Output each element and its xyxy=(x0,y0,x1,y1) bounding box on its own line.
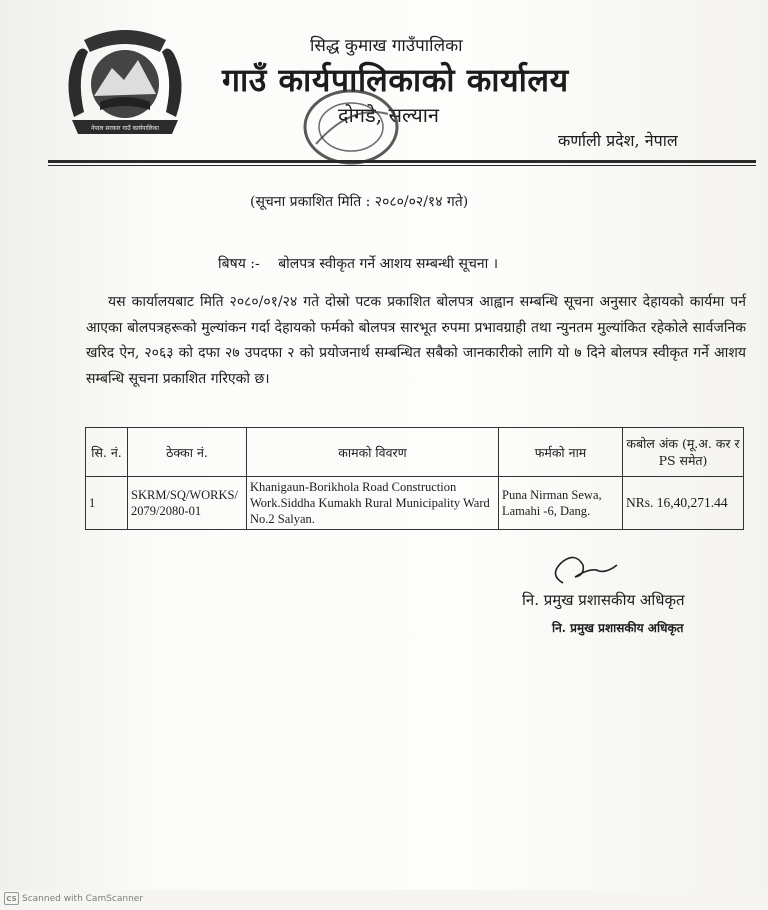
col-firm: फर्मको नाम xyxy=(499,428,623,477)
bid-table xyxy=(85,427,744,530)
notice-paragraph: यस कार्यालयबाट मिति २०८०/०१/२४ गते दोस्रो पटक प्रकाशित बोलपत्र आह्वान सम्बन्धि सूचना अनुसार देहायको कार्यमा पर्न आएका बोलपत्रहरूको मुल्यांकन गर्दा देहायको फर्मको बोलपत्र सारभूत रुपमा प्रभावग्राही तथा न्युनतम मुल्यांकित रहेकोले सार्वजनिक खरिद ऐन, २०६३ को दफा २७ उपदफा २ को प्रयोजनार्थ सम्बन्धित सबैको जानकारीको लागि यो ७ दिने बोलपत्र स्वीकृत गर्ने आशय सम्बन्धि सूचना प्रकाशित गरिएको छ। xyxy=(86,294,746,387)
province-name: कर्णाली प्रदेश, नेपाल xyxy=(558,131,678,150)
col-sn: सि. नं. xyxy=(86,428,128,477)
cell-amount: NRs. 16,40,271.44 xyxy=(623,477,744,530)
notice-body xyxy=(86,290,746,392)
signature-icon xyxy=(545,553,625,593)
col-contract-no: ठेक्का नं. xyxy=(128,428,247,477)
nepal-emblem-icon xyxy=(54,22,196,140)
office-stamp-icon xyxy=(296,84,406,170)
table-header-row xyxy=(86,428,744,477)
scanner-text: Scanned with CamScanner xyxy=(22,893,144,904)
published-date: (सूचना प्रकाशित मिति : २०८०/०२/१४ गते) xyxy=(250,194,469,210)
office-title: गाउँ कार्यपालिकाको कार्यालय xyxy=(222,61,569,99)
subject-label: बिषय :- xyxy=(218,256,260,272)
col-description: कामको विवरण xyxy=(247,428,499,477)
office-location: दोगडे, सल्यान xyxy=(338,103,440,127)
cell-sn: 1 xyxy=(86,477,128,530)
col-amount: कबोल अंक (मू.अ. कर र PS समेत) xyxy=(623,428,744,477)
signatory-stamp: नि. प्रमुख प्रशासकीय अधिकृत xyxy=(552,621,684,635)
signatory-title: नि. प्रमुख प्रशासकीय अधिकृत xyxy=(522,591,685,609)
subject-line xyxy=(218,254,498,273)
cell-firm: Puna Nirman Sewa, Lamahi -6, Dang. xyxy=(499,477,623,530)
municipality-name: सिद्ध कुमाख गाउँपालिका xyxy=(310,36,463,56)
subject-text: बोलपत्र स्वीकृत गर्ने आशय सम्बन्धी सूचना । xyxy=(278,256,499,272)
cell-description: Khanigaun-Borikhola Road Construction Work.Siddha Kumakh Rural Municipality Ward No.2 Salyan. xyxy=(247,477,499,530)
svg-text:नेपाल सरकार गाउँ कार्यपालिका: नेपाल सरकार गाउँ कार्यपालिका xyxy=(91,125,159,132)
cell-contract-no: SKRM/SQ/WORKS/2079/2080-01 xyxy=(128,477,247,530)
table-row xyxy=(86,477,744,530)
scanner-watermark xyxy=(4,892,143,905)
header-divider-thin xyxy=(48,165,756,166)
header-divider xyxy=(48,160,756,163)
camscanner-icon: CS xyxy=(4,892,19,905)
